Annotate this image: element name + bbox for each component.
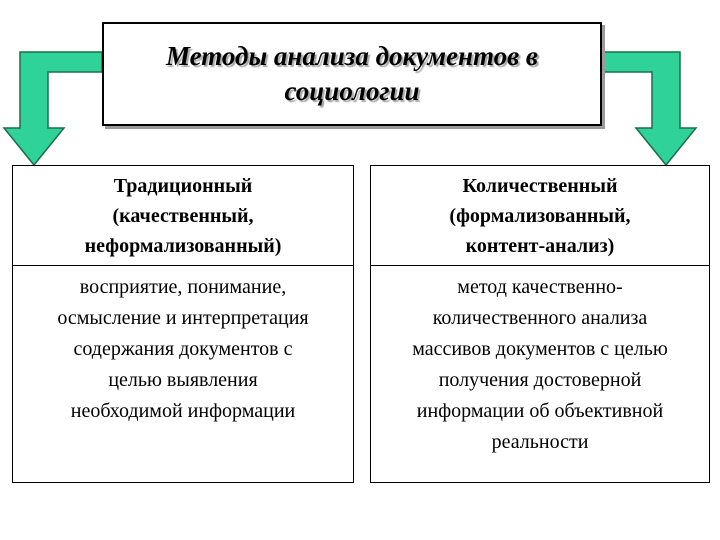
title-line-1: Методы анализа документов в xyxy=(166,41,538,71)
title-line-2: социологии xyxy=(284,76,420,106)
left-body-line: содержания документов с xyxy=(73,338,293,360)
right-body-line: реальности xyxy=(491,431,589,453)
right-body-line: метод качественно- xyxy=(457,276,623,298)
left-column-header xyxy=(13,166,353,266)
left-body-line: осмысление и интерпретация xyxy=(57,307,309,329)
right-header-line: (формализованный, xyxy=(449,204,631,227)
left-header-line: неформализованный) xyxy=(84,234,282,257)
right-column-body xyxy=(371,266,709,458)
right-column-box xyxy=(370,165,710,483)
left-arrow xyxy=(4,52,102,165)
right-body-line: массивов документов с целью xyxy=(412,338,668,360)
right-column-header xyxy=(371,166,709,266)
right-body-line: количественного анализа xyxy=(432,307,648,329)
right-header-line: Количественный xyxy=(462,174,618,197)
left-column-body xyxy=(13,266,353,427)
left-column-box xyxy=(12,165,354,483)
left-body-line: необходимой информации xyxy=(70,400,296,422)
left-body-line: восприятие, понимание, xyxy=(79,276,287,298)
right-body-line: информации об объективной xyxy=(416,400,664,422)
right-arrow xyxy=(598,52,696,165)
right-header-line: контент-анализ) xyxy=(465,234,615,257)
left-header-line: Традиционный xyxy=(113,174,253,197)
left-header-line: (качественный, xyxy=(112,204,254,227)
title-box xyxy=(102,22,602,126)
right-body-line: получения достоверной xyxy=(438,369,642,391)
left-body-line: целью выявления xyxy=(108,369,258,391)
